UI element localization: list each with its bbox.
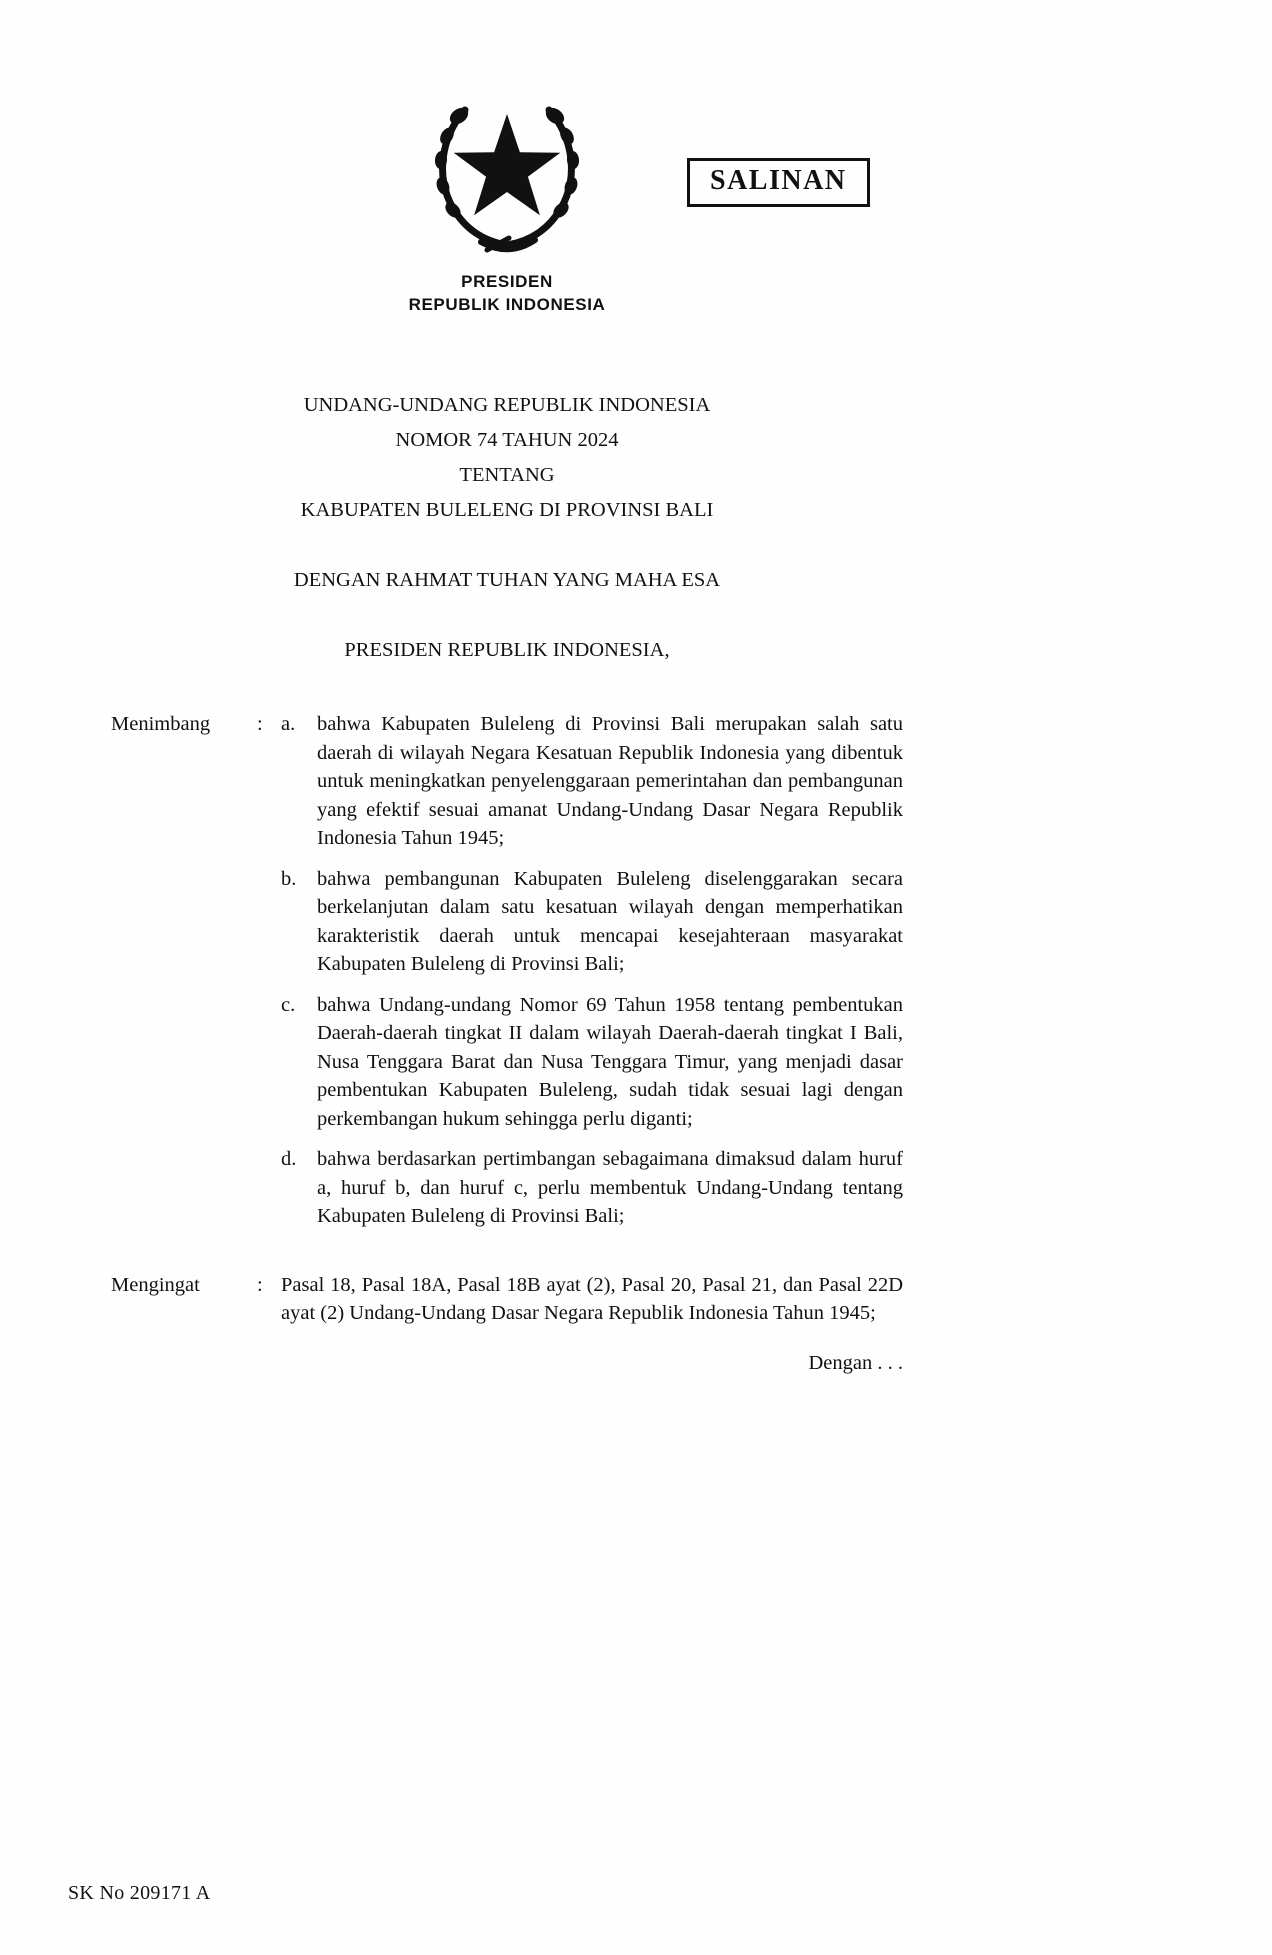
recalling-separator: :: [257, 1273, 263, 1296]
letterhead-line2: REPUBLIK INDONESIA: [408, 295, 606, 314]
item-letter: a.: [281, 713, 296, 735]
recalling-clause: [111, 1271, 903, 1328]
presidential-seal-icon: [421, 92, 593, 257]
considering-item-c: [281, 991, 903, 1134]
letterhead-line1: PRESIDEN: [461, 272, 553, 291]
considering-items: [281, 710, 903, 1231]
title-line1: UNDANG-UNDANG REPUBLIK INDONESIA: [303, 394, 711, 416]
letterhead: [111, 270, 903, 316]
recalling-label: Mengingat: [111, 1273, 200, 1296]
item-letter: b.: [281, 867, 297, 890]
considering-item-a: [281, 710, 903, 853]
item-text: bahwa pembangunan Kabupaten Buleleng diselenggarakan secara berkelanjutan dalam satu kesatuan wilayah dengan memperhatikan karakteristik daerah untuk mencapai kesejahteraan masyarakat Kabupaten Buleleng di Provinsi Bali;: [317, 867, 903, 975]
considering-label: Menimbang: [111, 713, 211, 735]
considering-clause: [111, 710, 903, 1231]
considering-item-b: [281, 865, 903, 979]
invocation-line: DENGAN RAHMAT TUHAN YANG MAHA ESA: [293, 569, 721, 591]
document-title: [111, 388, 903, 528]
title-line4: KABUPATEN BULELENG DI PROVINSI BALI: [300, 499, 714, 521]
item-letter: c.: [281, 993, 296, 1016]
item-text: bahwa berdasarkan pertimbangan sebagaimana dimaksud dalam huruf a, huruf b, dan huruf c, perlu membentuk Undang-Undang tentang Kabupaten Buleleng di Provinsi Bali;: [317, 1148, 903, 1227]
considering-item-d: [281, 1145, 903, 1231]
authority-line: PRESIDEN REPUBLIK INDONESIA,: [344, 639, 670, 661]
title-line3: TENTANG: [459, 464, 555, 486]
recalling-text: Pasal 18, Pasal 18A, Pasal 18B ayat (2), Pasal 20, Pasal 21, dan Pasal 22D ayat (2) Undang-Undang Dasar Negara Republik Indonesia Tahun 1945;: [281, 1273, 903, 1324]
item-letter: d.: [281, 1148, 297, 1170]
footer-control-code: SK No 209171 A: [68, 1882, 211, 1904]
item-text: bahwa Kabupaten Buleleng di Provinsi Bali merupakan salah satu daerah di wilayah Negara Kesatuan Republik Indonesia yang dibentuk untuk meningkatkan penyelenggaraan pemerintahan dan pembangunan yang efektif sesuai amanat Undang-Undang Dasar Negara Republik Indonesia Tahun 1945;: [317, 713, 903, 849]
title-line2: NOMOR 74 TAHUN 2024: [395, 429, 619, 451]
salinan-stamp: [687, 158, 870, 207]
catchword: Dengan . . .: [808, 1351, 903, 1374]
salinan-stamp-label: SALINAN: [710, 165, 847, 196]
item-text: bahwa Undang-undang Nomor 69 Tahun 1958 tentang pembentukan Daerah-daerah tingkat II dalam wilayah Daerah-daerah tingkat I Bali, Nusa Tenggara Barat dan Nusa Tenggara Timur, yang menjadi dasar pembentukan Kabupaten Buleleng, sudah tidak sesuai lagi dengan perkembangan hukum sehingga perlu diganti;: [317, 993, 903, 1130]
considering-separator: :: [257, 713, 263, 735]
